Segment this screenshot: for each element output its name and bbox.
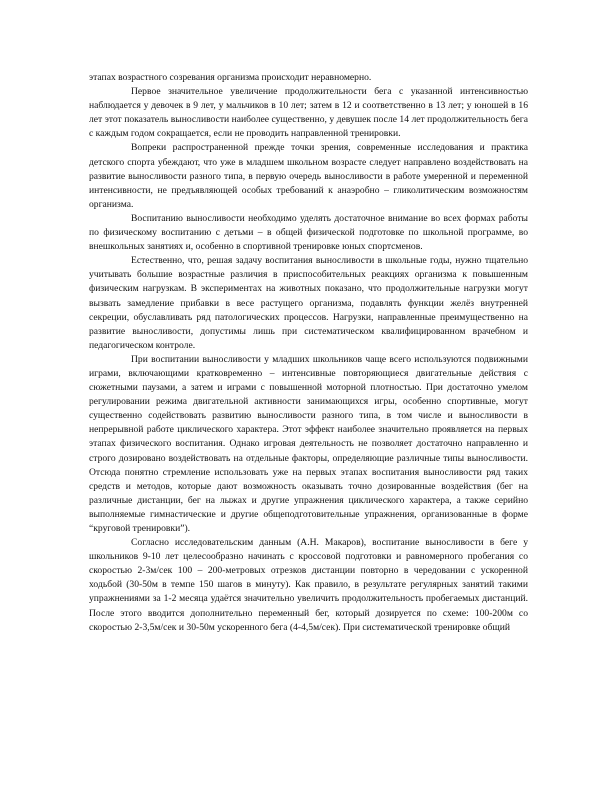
paragraph-age-differences: Естественно, что, решая задачу воспитания выносливости в школьные годы, нужно тщательно учитывать большие возрастные различия в приспособительных реакциях организма к повышенным физическим нагрузкам. В экспериментах на животных показано, что продолжительные нагрузки могут вызвать замедление прибавки в весе растущего организма, подавлять функции желёз внутренней секреции, обуславливать ряд патологических процессов. Нагрузки, направленные преимущественно на развитие выносливости, допустимы лишь при систематическом квалифицированном врачебном и педагогическом контроле. — [89, 255, 528, 351]
paragraph-physical-education: Воспитанию выносливости необходимо уделять достаточное внимание во всех формах работы по физическому воспитанию с детьми – в общей физической подготовке по школьной программе, во внешкольных занятиях и, особенно в спортивной тренировке юных спортсменов. — [89, 212, 528, 253]
paragraph-research-data: Согласно исследовательским данным (А.Н. Макаров), воспитание выносливости в беге у школьников 9-10 лет целесообразно начинать с кроссовой подготовки и равномерного пробегания со скоростью 2-3м/сек 100 – 200-метровых отрезков дистанции повторно в чередовании с ускоренной ходьбой (30-50м в темпе 150 шагов в минуту). Как правило, в результате регулярных занятий такими упражнениями за 1-2 месяца удаётся значительно увеличить продолжительность пробегаемых дистанций. После этого вводится дополнительно переменный бег, который дозируется по схеме: 100-200м со скоростью 2-3,5м/сек и 30-50м ускоренного бега (4-4,5м/сек). При систематической тренировке общий — [89, 537, 528, 633]
paragraph-endurance-age: Первое значительное увеличение продолжительности бега с указанной интенсивностью наблюдается у девочек в 9 лет, у мальчиков в 10 лет; затем в 12 и соответственно в 13 лет; у юношей в 16 лет этот показатель выносливости наиболее существенно, у девушек после 14 лет продолжительность бега с каждым годом сокращается, если не проводить направленной тренировки. — [89, 86, 528, 140]
paragraph-continuation: этапах возрастного созревания организма происходит неравномерно. — [89, 72, 372, 83]
paragraph-junior-school: Вопреки распространенной прежде точки зрения, современные исследования и практика детского спорта убеждают, что уже в младшем школьном возрасте следует направлено воздействовать на развитие выносливости разного типа, в первую очередь выносливости в работе умеренной и переменной интенсивности, не предъявляющей особых требований к анаэробно – гликолитическим возможностям организма. — [89, 142, 528, 210]
paragraph-games: При воспитании выносливости у младших школьников чаще всего используются подвижными играми, включающими кратковременно – интенсивные повторяющиеся двигательные действия с сюжетными паузами, а затем и играми с повышенной моторной плотностью. При достаточно умелом регулировании режима двигательной активности занимающихся игры, особенно спортивные, могут существенно содействовать развитию выносливости разного типа, в том числе и выносливости в непрерывной работе циклического характера. Этот эффект наиболее значительно проявляется на первых этапах физического воспитания. Однако игровая деятельность не позволяет достаточно направленно и строго дозировано воздействовать на отдельные факторы, определяющие различные типы выносливости. Отсюда понятно стремление использовать уже на первых этапах воспитания выносливости ряд таких средств и методов, которые дают возможность оказывать точно дозированные воздействия (бег на различные дистанции, бег на лыжах и другие упражнения циклического характера, а также серийно выполняемые гимнастические и другие общеподготовительные упражнения, организованные в форме “круговой тренировки”). — [89, 353, 528, 534]
